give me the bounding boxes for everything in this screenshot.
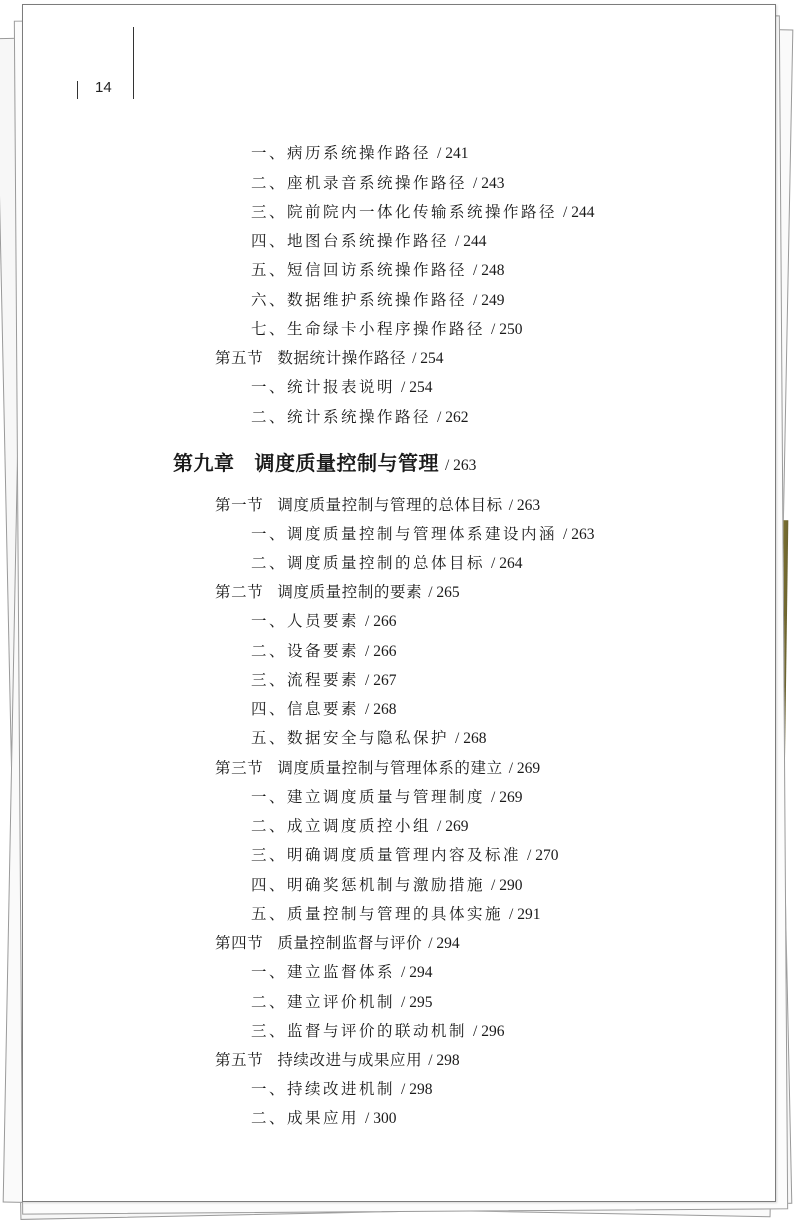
header-rule: [133, 27, 134, 99]
toc-entry-page: / 290: [491, 877, 523, 894]
toc-entry-title: 一、建立监督体系: [251, 963, 396, 981]
toc-item: [251, 319, 522, 340]
toc-item: [251, 992, 432, 1013]
toc-section: [215, 1050, 460, 1071]
toc-section: [215, 582, 460, 603]
toc-item: [251, 962, 432, 983]
toc-item: [251, 1021, 504, 1042]
toc-item: [251, 260, 504, 281]
toc-item: [251, 670, 396, 691]
toc-entry-page: / 291: [509, 906, 541, 923]
toc-entry-number: 第九章: [173, 451, 235, 475]
toc-entry-title: 二、成果应用: [251, 1109, 360, 1127]
toc-entry-page: / 241: [437, 145, 469, 162]
toc-entry-title: 二、设备要素: [251, 642, 360, 660]
toc-entry-page: / 298: [428, 1052, 460, 1069]
toc-item: [251, 845, 558, 866]
toc-entry-title: 五、质量控制与管理的具体实施: [251, 905, 504, 923]
toc-item: [251, 728, 486, 749]
toc-entry-title: 二、建立评价机制: [251, 993, 396, 1011]
toc-entry-page: / 254: [412, 350, 444, 367]
toc-entry-page: / 294: [428, 935, 460, 952]
header-rule: [77, 81, 78, 99]
toc-entry-title: 调度质量控制与管理的总体目标: [277, 496, 503, 514]
toc-entry-title: 一、统计报表说明: [251, 378, 396, 396]
toc-chapter: [173, 453, 476, 476]
toc-entry-title: 六、数据维护系统操作路径: [251, 291, 468, 309]
toc-section: [215, 758, 540, 779]
toc-entry-page: / 266: [365, 643, 397, 660]
toc-entry-page: / 300: [365, 1110, 397, 1127]
toc-entry-page: / 296: [473, 1023, 505, 1040]
toc-entry-number: 第三节: [215, 759, 264, 777]
toc-item: [251, 290, 504, 311]
toc-item: [251, 202, 594, 223]
toc-item: [251, 143, 468, 164]
toc-item: [251, 904, 540, 925]
toc-entry-number: 第五节: [215, 1051, 264, 1069]
toc-entry-title: 三、流程要素: [251, 671, 360, 689]
toc-entry-title: 一、持续改进机制: [251, 1080, 396, 1098]
toc-section: [215, 348, 444, 369]
toc-entry-page: / 270: [527, 847, 559, 864]
toc-entry-page: / 269: [508, 760, 541, 777]
document-page: [22, 4, 776, 1202]
toc-entry-page: / 267: [365, 672, 397, 689]
toc-entry-page: / 243: [473, 175, 505, 192]
toc-entry-page: / 266: [365, 613, 397, 630]
toc-entry-title: 七、生命绿卡小程序操作路径: [251, 320, 486, 338]
toc-entry-title: 五、短信回访系统操作路径: [251, 261, 468, 279]
toc-entry-title: 调度质量控制与管理: [254, 451, 439, 475]
toc-entry-page: / 248: [473, 262, 505, 279]
toc-item: [251, 231, 486, 252]
toc-entry-title: 二、统计系统操作路径: [251, 408, 432, 426]
toc-item: [251, 377, 432, 398]
toc-entry-title: 调度质量控制的要素: [277, 583, 423, 601]
toc-item: [251, 787, 522, 808]
toc-item: [251, 407, 468, 428]
toc-entry-title: 一、建立调度质量与管理制度: [251, 788, 486, 806]
page-number: 14: [95, 79, 112, 96]
toc-entry-page: / 263: [445, 457, 477, 474]
toc-item: [251, 611, 396, 632]
toc-entry-page: / 298: [401, 1081, 433, 1098]
toc-entry-title: 持续改进与成果应用: [277, 1051, 423, 1069]
toc-entry-number: 第二节: [215, 583, 264, 601]
toc-entry-page: / 244: [563, 204, 595, 221]
toc-entry-title: 四、信息要素: [251, 700, 360, 718]
toc-entry-page: / 268: [455, 730, 487, 747]
toc-entry-page: / 268: [365, 701, 397, 718]
toc-item: [251, 641, 396, 662]
toc-entry-title: 五、数据安全与隐私保护: [251, 729, 450, 747]
toc-item: [251, 699, 396, 720]
toc-entry-page: / 249: [473, 292, 505, 309]
toc-entry-page: / 263: [508, 497, 541, 514]
toc-entry-title: 数据统计操作路径: [277, 349, 407, 367]
toc-entry-title: 一、调度质量控制与管理体系建设内涵: [251, 525, 558, 543]
toc-entry-number: 第四节: [215, 934, 264, 952]
toc-entry-title: 四、地图台系统操作路径: [251, 232, 450, 250]
toc-entry-page: / 244: [455, 233, 487, 250]
toc-section: [215, 495, 540, 516]
toc-item: [251, 1108, 396, 1129]
toc-entry-page: / 264: [491, 555, 523, 572]
toc-item: [251, 553, 522, 574]
toc-section: [215, 933, 460, 954]
toc-entry-title: 三、监督与评价的联动机制: [251, 1022, 468, 1040]
toc-entry-number: 第一节: [215, 496, 264, 514]
toc-entry-title: 二、调度质量控制的总体目标: [251, 554, 486, 572]
toc-entry-page: / 263: [563, 526, 595, 543]
toc-entry-title: 二、座机录音系统操作路径: [251, 174, 468, 192]
toc-entry-title: 三、明确调度质量管理内容及标准: [251, 846, 522, 864]
toc-entry-page: / 269: [491, 789, 523, 806]
toc-entry-title: 质量控制监督与评价: [277, 934, 423, 952]
toc-item: [251, 173, 504, 194]
toc-entry-title: 三、院前院内一体化传输系统操作路径: [251, 203, 558, 221]
toc-entry-page: / 250: [491, 321, 523, 338]
toc-entry-page: / 269: [437, 818, 469, 835]
toc-entry-title: 一、病历系统操作路径: [251, 144, 432, 162]
toc-entry-page: / 295: [401, 994, 433, 1011]
toc-item: [251, 1079, 432, 1100]
toc-entry-page: / 294: [401, 964, 433, 981]
toc-entry-title: 四、明确奖惩机制与激励措施: [251, 876, 486, 894]
toc-entry-page: / 262: [437, 409, 469, 426]
toc-item: [251, 816, 468, 837]
toc-item: [251, 875, 522, 896]
toc-entry-title: 二、成立调度质控小组: [251, 817, 432, 835]
toc-entry-page: / 254: [401, 379, 433, 396]
toc-entry-title: 调度质量控制与管理体系的建立: [277, 759, 503, 777]
toc-entry-page: / 265: [428, 584, 460, 601]
toc-entry-title: 一、人员要素: [251, 612, 360, 630]
toc-item: [251, 524, 594, 545]
toc-entry-number: 第五节: [215, 349, 264, 367]
